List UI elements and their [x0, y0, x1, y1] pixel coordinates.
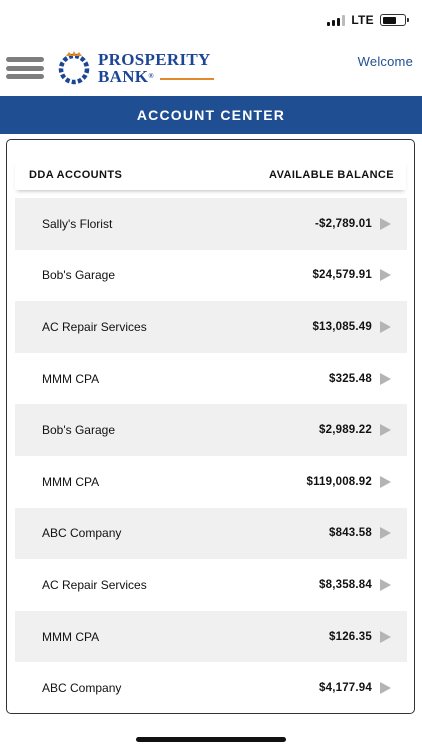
accounts-column-header [15, 160, 406, 190]
accounts-list [15, 198, 407, 714]
account-name: AC Repair Services [42, 577, 147, 592]
account-name: MMM CPA [42, 371, 100, 386]
welcome-link[interactable]: Welcome [357, 54, 413, 69]
account-row[interactable] [15, 559, 407, 611]
account-row[interactable] [15, 662, 407, 714]
chevron-right-icon [380, 424, 391, 436]
account-balance: $8,358.84 [319, 578, 372, 591]
account-row[interactable] [15, 404, 407, 456]
account-row[interactable] [15, 301, 407, 353]
account-balance: $843.58 [329, 527, 372, 540]
account-name: Sally's Florist [42, 216, 113, 231]
account-balance: $24,579.91 [312, 269, 372, 282]
account-name: Bob's Garage [42, 423, 116, 438]
account-balance: $2,989.22 [319, 424, 372, 437]
chevron-right-icon [380, 373, 391, 385]
cellular-signal-icon [327, 15, 345, 26]
account-name: MMM CPA [42, 629, 100, 644]
hamburger-menu-icon[interactable] [6, 57, 44, 79]
brand-name-line2: BANK [98, 67, 149, 86]
account-row[interactable] [15, 456, 407, 508]
brand-underline [160, 78, 214, 80]
chevron-right-icon [380, 579, 391, 591]
prosperity-bank-logo [56, 50, 214, 86]
chevron-right-icon [380, 527, 391, 539]
account-row[interactable] [15, 611, 407, 663]
chevron-right-icon [380, 218, 391, 230]
registered-mark: ® [148, 72, 154, 80]
chevron-right-icon [380, 682, 391, 694]
account-balance: $13,085.49 [312, 320, 372, 333]
account-row[interactable] [15, 198, 407, 250]
account-name: Bob's Garage [42, 268, 116, 283]
network-label: LTE [351, 13, 374, 27]
chevron-right-icon [380, 631, 391, 643]
chevron-right-icon [380, 321, 391, 333]
account-balance: -$2,789.01 [315, 217, 372, 230]
account-balance: $325.48 [329, 372, 372, 385]
account-balance: $126.35 [329, 630, 372, 643]
account-row[interactable] [15, 508, 407, 560]
status-indicators [327, 13, 406, 27]
account-name: MMM CPA [42, 474, 100, 489]
bank-emblem-icon [56, 50, 92, 86]
status-bar [0, 0, 422, 42]
account-row[interactable] [15, 353, 407, 405]
column-accounts-label: DDA ACCOUNTS [29, 169, 123, 181]
home-indicator[interactable] [136, 737, 286, 742]
page-title-bar [0, 96, 422, 134]
column-balance-label: AVAILABLE BALANCE [269, 169, 394, 181]
accounts-panel [6, 139, 415, 714]
app-header [0, 42, 422, 96]
page-title: ACCOUNT CENTER [136, 107, 286, 123]
chevron-right-icon [380, 476, 391, 488]
brand-name-line1: PROSPERITY [98, 50, 211, 69]
account-row[interactable] [15, 250, 407, 302]
account-name: ABC Company [42, 526, 122, 541]
account-name: ABC Company [42, 681, 122, 696]
account-balance: $4,177.94 [319, 682, 372, 695]
chevron-right-icon [380, 269, 391, 281]
account-balance: $119,008.92 [306, 475, 372, 488]
battery-icon [380, 14, 406, 26]
account-name: AC Repair Services [42, 319, 147, 334]
